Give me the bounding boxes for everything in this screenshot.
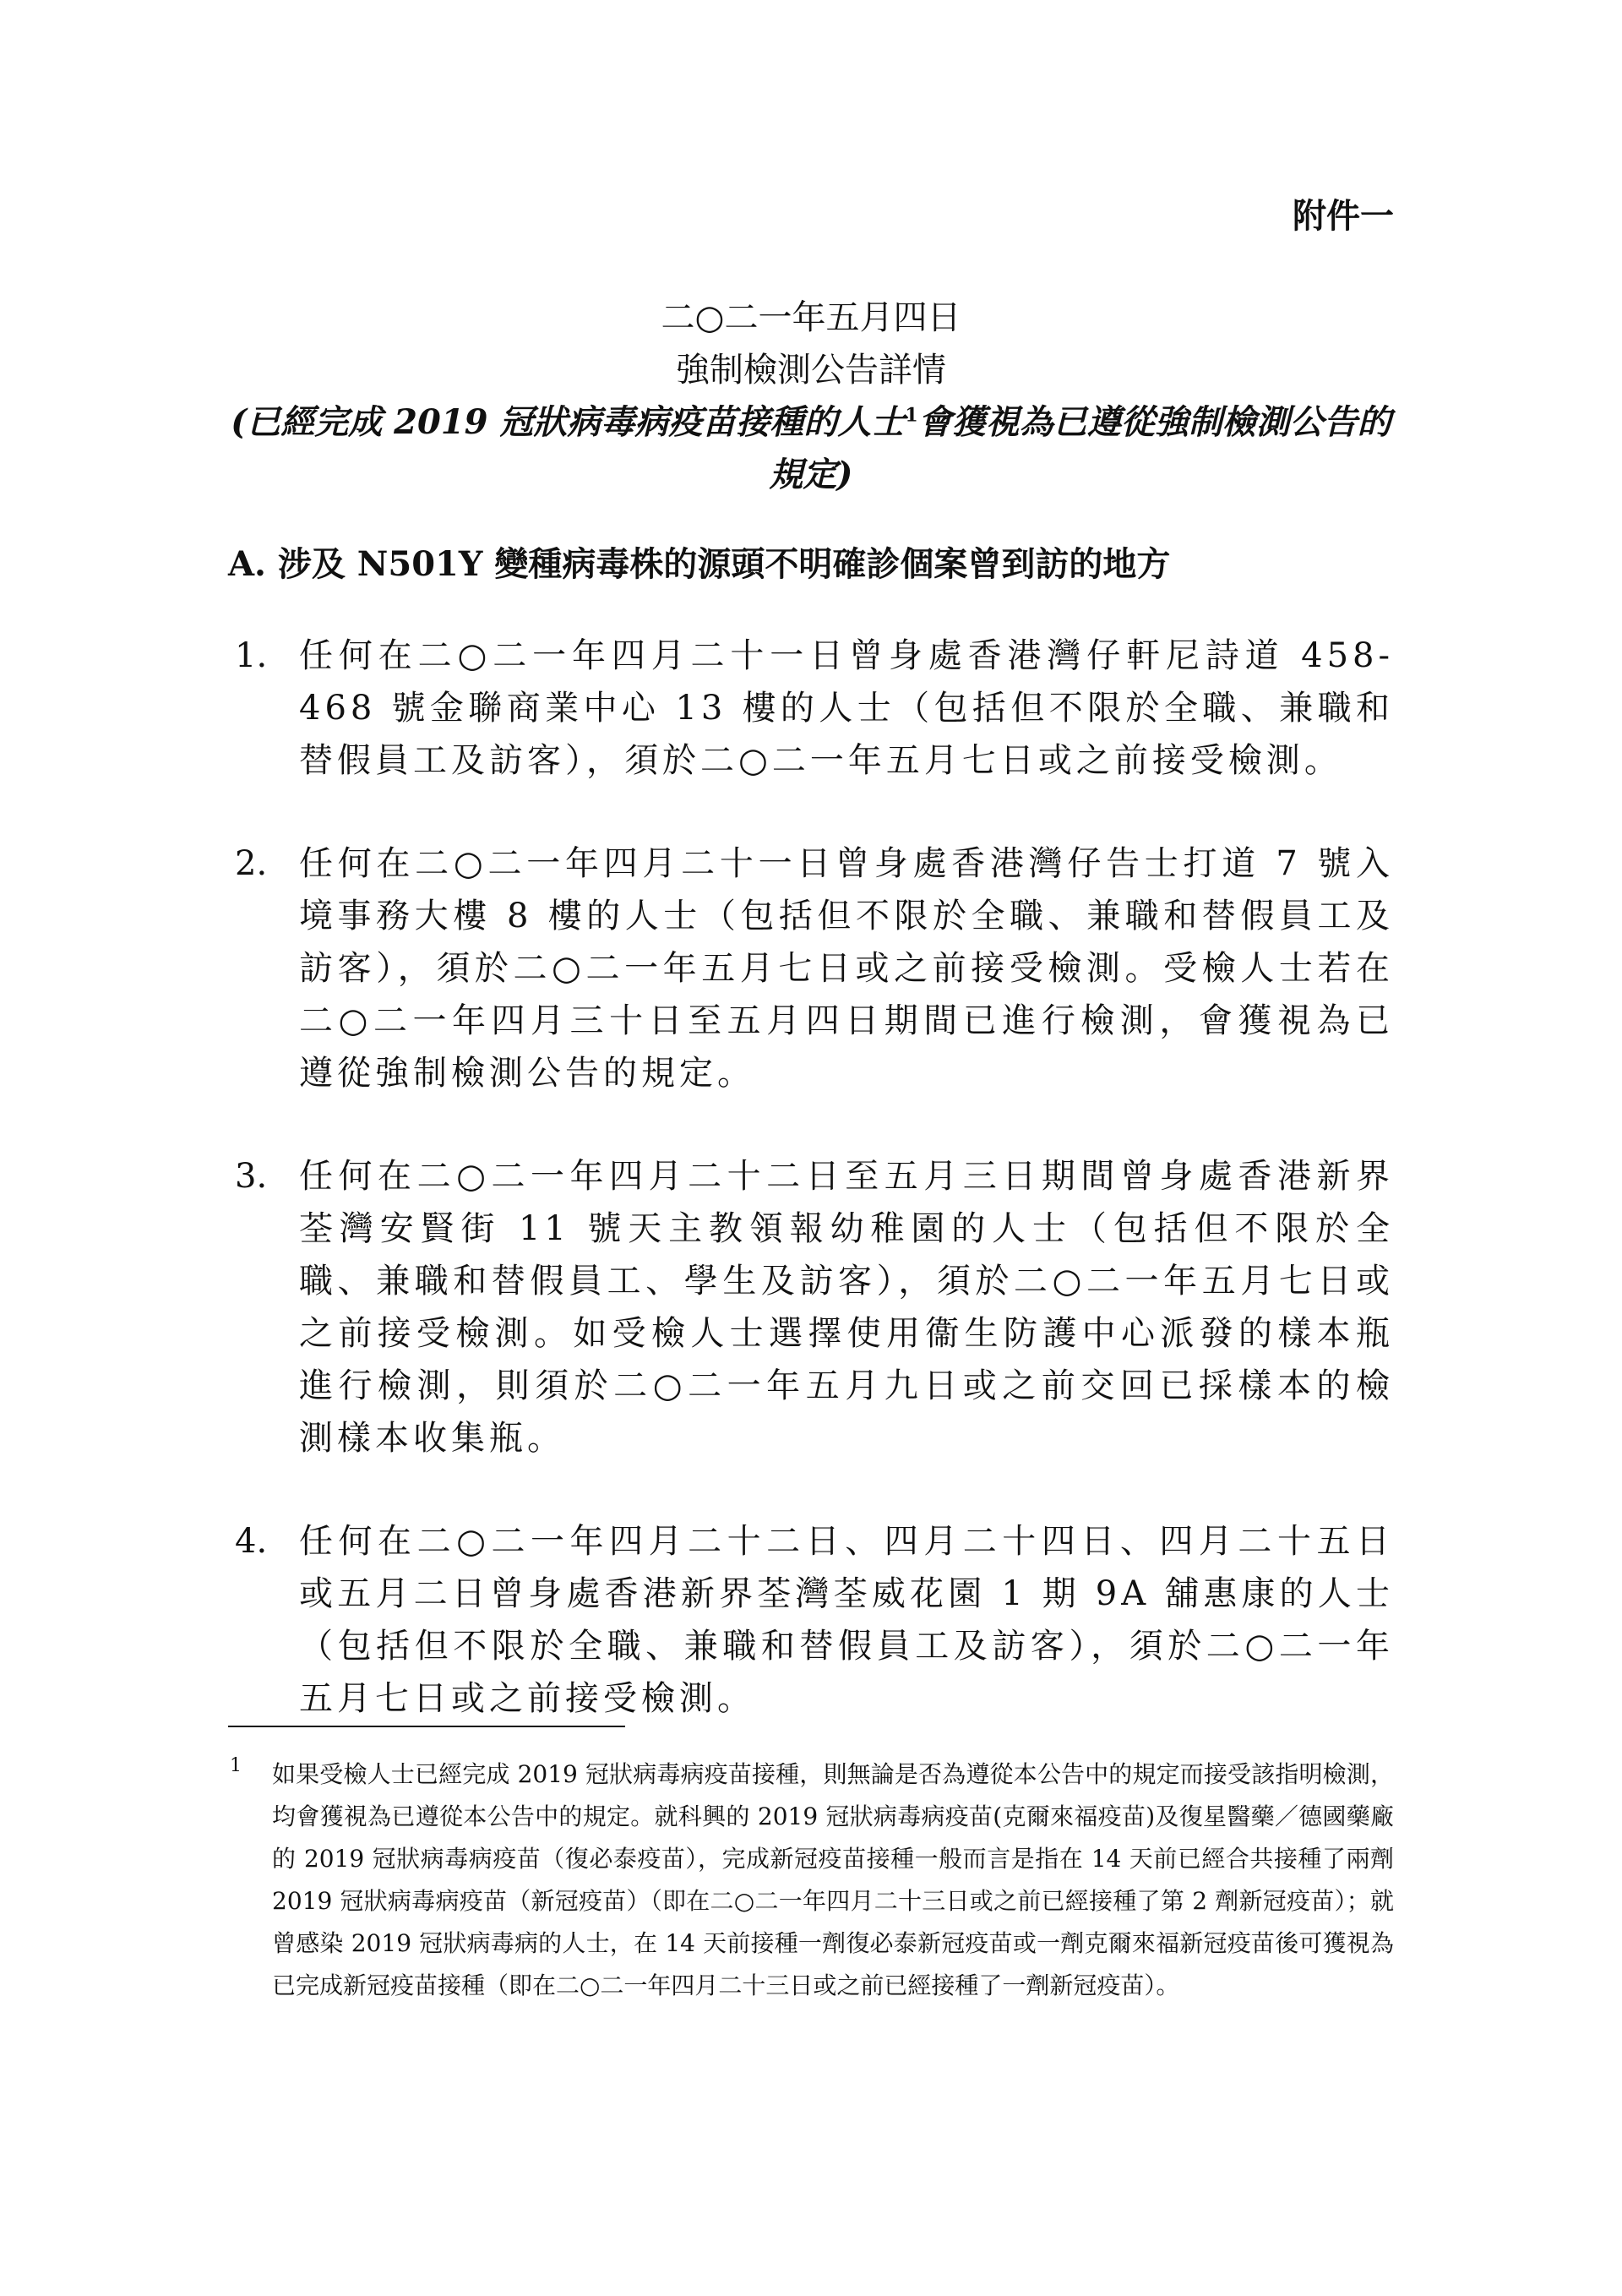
- item-number: 4.: [235, 1522, 268, 1561]
- footnote: [228, 1753, 1394, 2007]
- list-item: [228, 1150, 1394, 1464]
- item-text: 任何在二○二一年四月二十二日、四月二十四日、四月二十五日或五月二日曾身處香港新界荃灣荃威花園 1 期 9A 舖惠康的人士（包括但不限於全職、兼職和替假員工及訪客），須於二○二一年五月七日或之前接受檢測。: [299, 1522, 1394, 1718]
- notice-date: 二○二一年五月四日: [661, 298, 961, 337]
- notice-subtitle: [228, 396, 1394, 501]
- footnote-text: 如果受檢人士已經完成 2019 冠狀病毒病疫苗接種，則無論是否為遵從本公告中的規定而接受該指明檢測，均會獲視為已遵從本公告中的規定。就科興的 2019 冠狀病毒病疫苗(克爾來福疫苗)及復星醫藥／德國藥廠的 2019 冠狀病毒病疫苗（復必泰疫苗），完成新冠疫苗接種一般而言是指在 14 天前已經合共接種了兩劑 2019 冠狀病毒病疫苗（新冠疫苗）（即在二○二一年四月二十三日或之前已經接種了第 2 劑新冠疫苗）；就曾感染 2019 冠狀病毒病的人士，在 14 天前接種一劑復必泰新冠疫苗或一劑克爾來福新冠疫苗後可獲視為已完成新冠疫苗接種（即在二○二一年四月二十三日或之前已經接種了一劑新冠疫苗）。: [272, 1760, 1394, 1999]
- section-heading: A. 涉及 N501Y 變種病毒株的源頭不明確診個案曾到訪的地方: [228, 544, 1171, 584]
- annex-label: 附件一: [1293, 196, 1394, 236]
- list-item: [228, 1515, 1394, 1725]
- item-text: 任何在二○二一年四月二十一日曾身處香港灣仔告士打道 7 號入境事務大樓 8 樓的人士（包括但不限於全職、兼職和替假員工及訪客），須於二○二一年五月七日或之前接受檢測。受檢人士若在二○二一年四月三十日至五月四日期間已進行檢測，會獲視為已遵從強制檢測公告的規定。: [299, 844, 1394, 1093]
- footnote-number: 1: [230, 1755, 242, 1776]
- list-item: [228, 630, 1394, 787]
- list-item: [228, 837, 1394, 1099]
- footnote-divider: [228, 1726, 625, 1727]
- item-number: 2.: [235, 844, 268, 883]
- title-block: [228, 292, 1394, 501]
- notice-subtitle-part2: 會獲視為已遵從強制檢測公告的規定): [769, 402, 1391, 494]
- item-text: 任何在二○二一年四月二十二日至五月三日期間曾身處香港新界荃灣安賢街 11 號天主教領報幼稚園的人士（包括但不限於全職、兼職和替假員工、學生及訪客），須於二○二一年五月七日或之前接受檢測。如受檢人士選擇使用衞生防護中心派發的樣本瓶進行檢測，則須於二○二一年五月九日或之前交回已採樣本的檢測樣本收集瓶。: [299, 1157, 1394, 1458]
- notice-subtitle-part1: (已經完成 2019 冠狀病毒病疫苗接種的人士: [231, 402, 906, 442]
- footnote-reference: 1: [905, 404, 918, 427]
- item-text: 任何在二○二一年四月二十一日曾身處香港灣仔軒尼詩道 458-468 號金聯商業中心 13 樓的人士（包括但不限於全職、兼職和替假員工及訪客），須於二○二一年五月七日或之前接受檢測。: [299, 636, 1394, 780]
- item-number: 3.: [235, 1157, 268, 1196]
- item-number: 1.: [235, 636, 268, 675]
- item-list: [228, 630, 1394, 1775]
- notice-title: 強制檢測公告詳情: [676, 351, 946, 390]
